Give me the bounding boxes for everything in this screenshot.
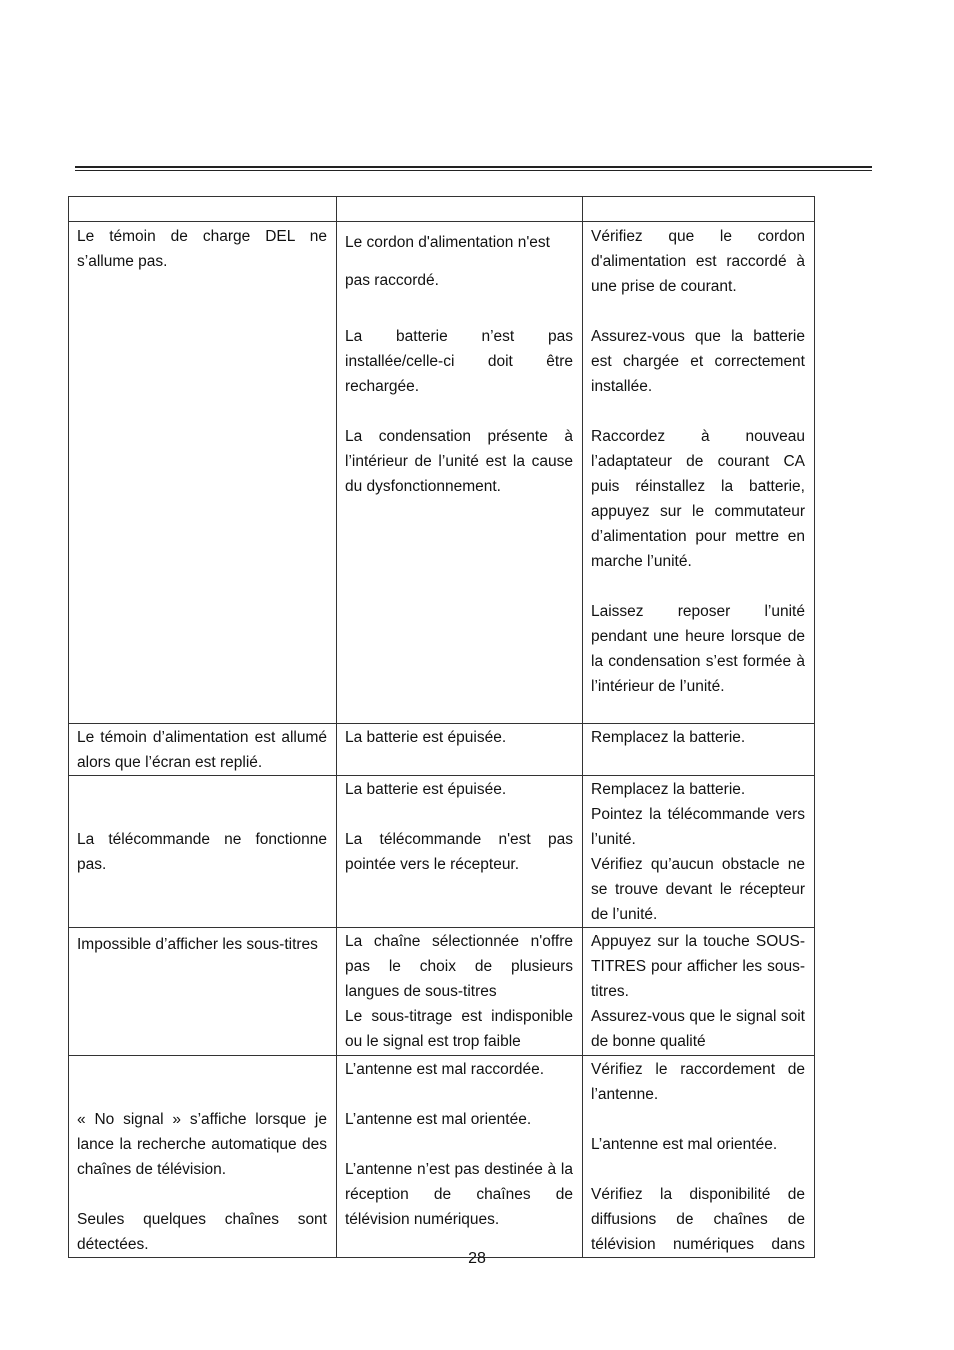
spacer: [345, 802, 573, 827]
spacer: [591, 1157, 805, 1182]
cause-text: L’antenne n’est pas destinée à la réception de chaînes de télévision numériques.: [345, 1161, 573, 1228]
symptom-cell: [69, 1056, 337, 1258]
table-row: [69, 222, 815, 724]
cause-text: La batterie est épuisée.: [345, 729, 507, 746]
symptom-text: Impossible d’afficher les sous-titres: [77, 936, 318, 953]
symptom-text: Le témoin de charge DEL ne s’allume pas.: [77, 228, 327, 270]
spacer: [591, 1107, 805, 1132]
symptom-cell: [69, 928, 337, 1056]
cause-text: La batterie est épuisée.: [345, 781, 507, 798]
symptom-text: Le témoin d’alimentation est allumé alors que l’écran est replié.: [77, 729, 327, 771]
cause-text: Le sous-titrage est indisponible ou le signal est trop faible: [345, 1008, 573, 1050]
header-cell-solution: [583, 197, 815, 222]
header-rule-thin: [75, 170, 872, 171]
spacer: [345, 293, 573, 324]
header-cell-problem: [69, 197, 337, 222]
solution-text: Raccordez à nouveau l’adaptateur de courant CA puis réinstallez la batterie, appuyez sur le commutateur d’alimentation pour mettre en marche l’unité.: [591, 428, 805, 570]
spacer: [345, 399, 573, 424]
spacer: [591, 574, 805, 599]
cause-text: L’antenne est mal raccordée.: [345, 1061, 545, 1078]
solution-text: Vérifiez le raccordement de l’antenne.: [591, 1061, 805, 1103]
spacer: [77, 1057, 327, 1082]
solution-cell: [583, 724, 815, 776]
solution-text: Remplacez la batterie.: [591, 781, 746, 798]
solution-text: Vérifiez qu’aucun obstacle ne se trouve devant le récepteur de l’unité.: [591, 856, 805, 923]
header-cell-cause: [337, 197, 583, 222]
table-row: [69, 1056, 815, 1258]
spacer: [77, 1082, 327, 1107]
cause-text: La batterie n’est pas installée/celle-ci doit être rechargée.: [345, 328, 573, 395]
table-header-row: [69, 197, 815, 222]
solution-text: Vérifiez que le cordon d'alimentation est raccordé à une prise de courant.: [591, 228, 805, 295]
solution-text: Appuyez sur la touche SOUS-TITRES pour afficher les sous-titres.: [591, 933, 805, 1000]
solution-cell: [583, 776, 815, 928]
page-number: 28: [468, 1250, 486, 1267]
symptom-cell: [69, 222, 337, 724]
solution-text: Assurez-vous que la batterie est chargée et correctement installée.: [591, 328, 805, 395]
cause-text: La télécommande n'est pas pointée vers le récepteur.: [345, 831, 573, 873]
cause-cell: [337, 222, 583, 724]
solution-text: Remplacez la batterie.: [591, 729, 746, 746]
spacer: [77, 1182, 327, 1207]
solution-text: L’antenne est mal orientée.: [591, 1136, 778, 1153]
solution-text: Vérifiez la disponibilité de diffusions de chaînes de télévision numériques dans: [591, 1186, 805, 1253]
cause-text: pas raccordé.: [345, 272, 439, 289]
spacer: [345, 1132, 573, 1157]
cause-text: Le cordon d'alimentation n'est: [345, 234, 550, 251]
solution-text: Pointez la télécommande vers l’unité.: [591, 806, 805, 848]
table-row: [69, 724, 815, 776]
cause-cell: [337, 776, 583, 928]
solution-cell: [583, 928, 815, 1056]
solution-text: Assurez-vous que le signal soit de bonne qualité: [591, 1008, 805, 1050]
cause-text: La chaîne sélectionnée n'offre pas le choix de plusieurs langues de sous-titres: [345, 933, 573, 1000]
solution-cell: [583, 222, 815, 724]
solution-cell: [583, 1056, 815, 1258]
symptom-cell: [69, 724, 337, 776]
symptom-text: La télécommande ne fonctionne pas.: [77, 830, 327, 873]
symptom-text: Seules quelques chaînes sont détectées.: [77, 1211, 327, 1253]
symptom-text: « No signal » s’affiche lorsque je lance la recherche automatique des chaînes de télévision.: [77, 1111, 327, 1178]
symptom-cell: [69, 776, 337, 928]
table-row: [69, 928, 815, 1056]
cause-cell: [337, 1056, 583, 1258]
cause-text: L’antenne est mal orientée.: [345, 1111, 532, 1128]
spacer: [345, 1082, 573, 1107]
spacer: [591, 299, 805, 324]
cause-cell: [337, 928, 583, 1056]
table-row: [69, 776, 815, 928]
troubleshooting-table: [68, 196, 815, 1258]
spacer: [591, 399, 805, 424]
cause-cell: [337, 724, 583, 776]
header-rule: [75, 166, 872, 168]
solution-text: Laissez reposer l’unité pendant une heure lorsque de la condensation s’est formée à l’intérieur de l’unité.: [591, 603, 805, 695]
cause-text: La condensation présente à l’intérieur de l’unité est la cause du dysfonctionnement.: [345, 428, 573, 495]
